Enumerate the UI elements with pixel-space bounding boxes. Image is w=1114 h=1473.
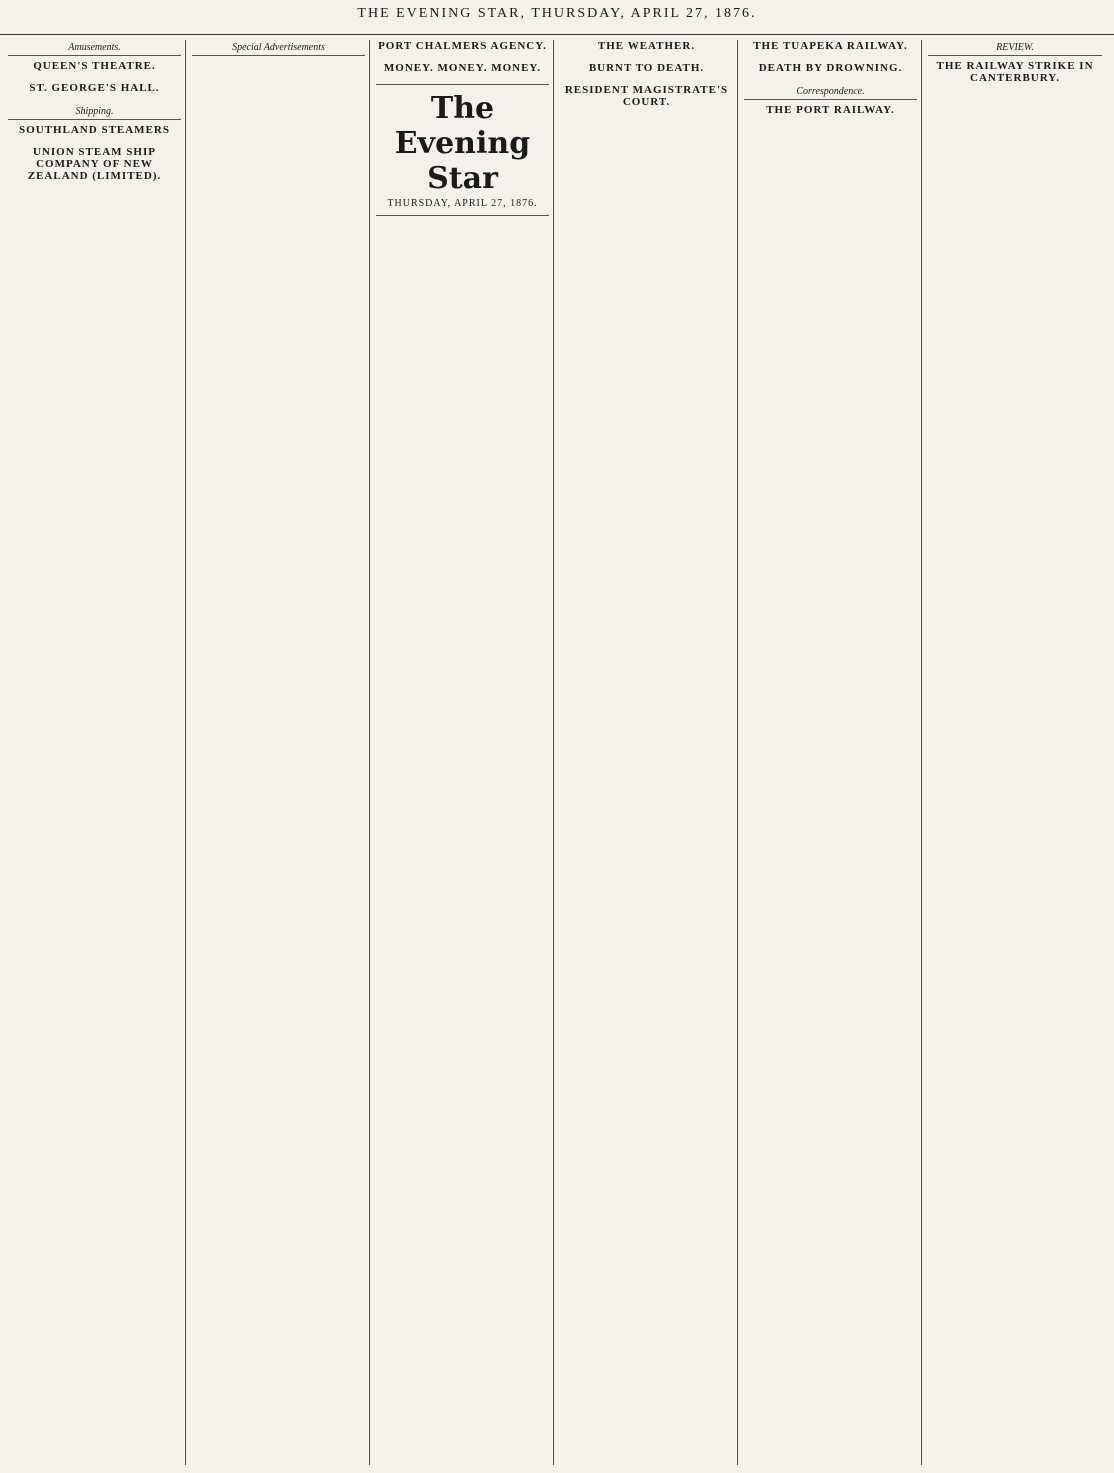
section-special-advertisements: Special Advertisements [192, 40, 365, 56]
section-amusements: Amusements. [8, 40, 181, 56]
masthead [0, 0, 1114, 35]
article-port-chalmers-agency: PORT CHALMERS AGENCY. [378, 40, 547, 52]
column-4 [560, 40, 738, 1465]
article-port-railway: THE PORT RAILWAY. [766, 104, 895, 116]
column-5 [744, 40, 922, 1465]
article-southland-steamers: SOUTHLAND STEAMERS [19, 124, 170, 136]
article-death-by-drowning: DEATH BY DROWNING. [758, 62, 903, 74]
section-review: REVIEW. [928, 40, 1102, 56]
section-correspondence: Correspondence. [744, 84, 917, 100]
article-union-steam-ship: UNION STEAM SHIP COMPANY OF NEW ZEALAND (LIMITED). [27, 146, 162, 182]
divider [376, 84, 549, 85]
running-title: THE EVENING STAR, THURSDAY, APRIL 27, 1876. [357, 6, 757, 21]
newspaper-columns [8, 40, 1106, 1465]
section-shipping: Shipping. [8, 104, 181, 120]
divider [376, 215, 549, 216]
article-railway-strike: THE RAILWAY STRIKE IN CANTERBURY. [936, 60, 1094, 84]
article-money: MONEY. MONEY. MONEY. [383, 62, 542, 74]
nameplate: The Evening Star [394, 91, 531, 196]
article-burnt-to-death: BURNT TO DEATH. [588, 62, 705, 74]
article-queens-theatre: QUEEN'S THEATRE. [33, 60, 156, 72]
column-6 [928, 40, 1106, 1465]
article-st-georges-hall: ST. GEORGE'S HALL. [29, 82, 160, 94]
article-weather: THE WEATHER. [597, 40, 696, 52]
column-2 [192, 40, 370, 1465]
column-3 [376, 40, 554, 1465]
dateline: THURSDAY, APRIL 27, 1876. [387, 198, 538, 209]
article-tuapeka-railway: THE TUAPEKA RAILWAY. [753, 40, 908, 52]
article-resident-magistrate: RESIDENT MAGISTRATE'S COURT. [564, 84, 729, 108]
column-1 [8, 40, 186, 1465]
